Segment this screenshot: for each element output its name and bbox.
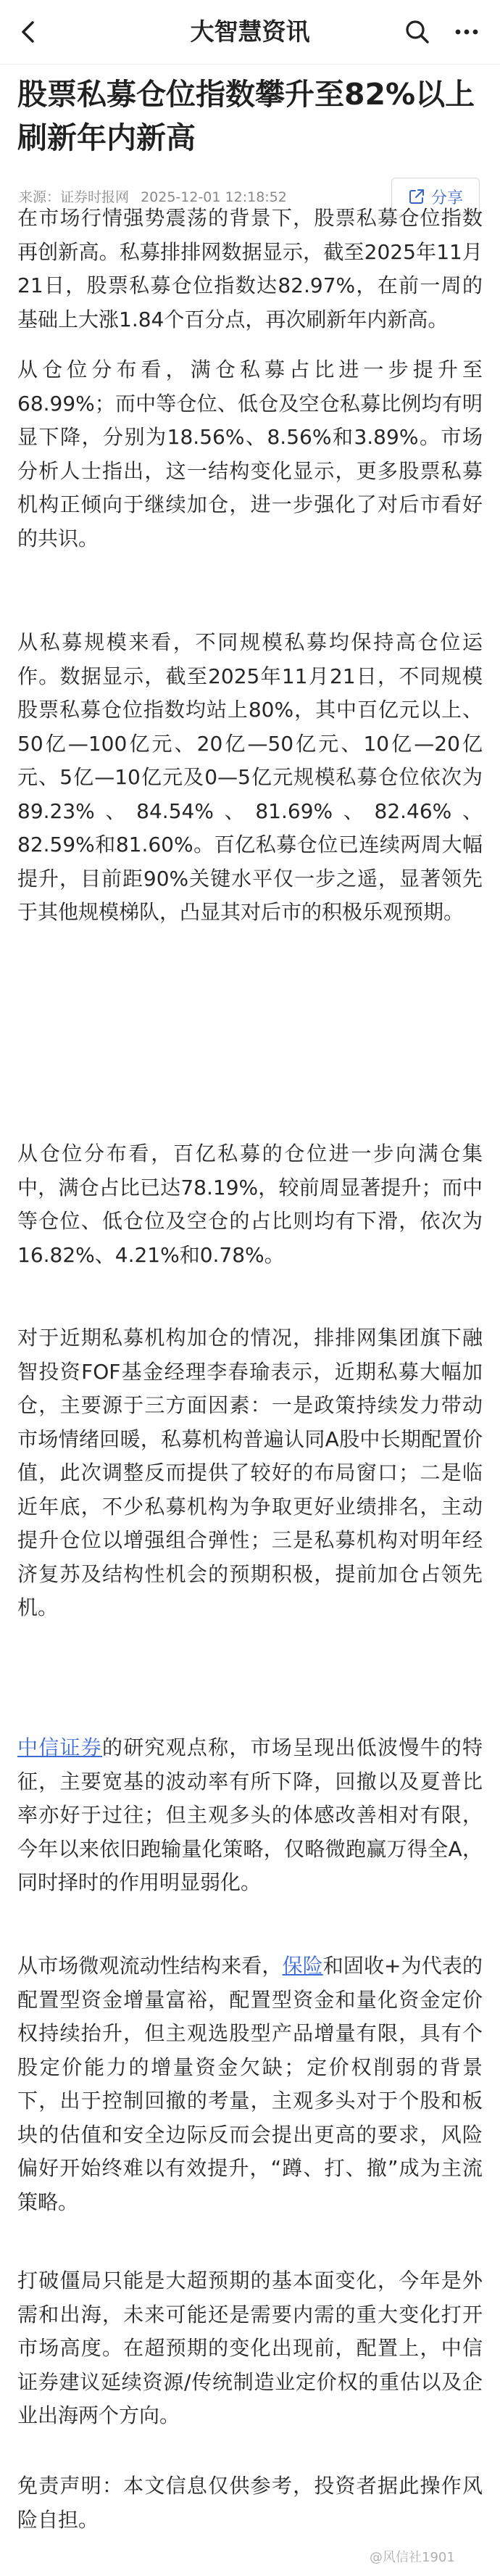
article-paragraph-7 [17,1949,483,2219]
article-datetime: 2025-12-01 12:18:52 [141,189,287,205]
article-paragraph-6 [17,1731,483,1900]
paragraph-6-text: 的研究观点称，市场呈现出低波慢牛的特征，主要宽基的波动率有所下降，回撤以及夏普比率亦好于过往；但主观多头的体感改善相对有限，今年以来依旧跑输量化策略，仅略微跑赢万得全A，同时择时的作用明显弱化。 [17,1735,483,1894]
more-dots-icon[interactable] [452,17,481,46]
paragraph-7-text: 和固收+为代表的配置型资金增量富裕，配置型资金和量化资金定价权持续抬升，但主观选股型产品增量有限，具有个股定价能力的增量资金欠缺；定价权削弱的背景下，出于控制回撤的考量，主观多头对于个股和板块的估值和安全边际反而会提出更高的要求，风险偏好开始终难以有效提升，“蹲、打、撤”成为主流策略。 [17,1954,483,2214]
article-paragraph-8: 打破僵局只能是大超预期的基本面变化，今年是外需和出海，未来可能还是需要内需的重大变化打开市场高度。在超预期的变化出现前，配置上，中信证券建议延续资源/传统制造业定价权的重估以及企业出海两个方向。 [17,2269,483,2427]
article-paragraph-3: 从私募规模来看，不同规模私募均保持高仓位运作。数据显示，截至2025年11月21日，不同规模股票私募仓位指数均站上80%，其中百亿元以上、50亿—100亿元、20亿—50亿元、10亿—20亿元、5亿—10亿元及0—5亿元规模私募仓位依次为89.23%、84.54%、81.69%、82.46%、82.59%和81.60%。百亿私募仓位已连续两周大幅提升，目前距90%关键水平仅一步之遥，显著领先于其他规模梯队，凸显其对后市的积极乐观预期。 [17,630,483,924]
disclaimer: 免责声明：本文信息仅供参考，投资者据此操作风险自担。 [17,2474,483,2532]
article-paragraph-1: 在市场行情强势震荡的背景下，股票私募仓位指数再创新高。私募排排网数据显示，截至2025年11月21日，股票私募仓位指数达82.97%，在前一周的基础上大涨1.84个百分点，再次刷新年内新高。 [17,206,483,331]
article-paragraph-4: 从仓位分布看，百亿私募的仓位进一步向满仓集中，满仓占比已达78.19%，较前周显著提升；而中等仓位、低仓位及空仓的占比则均有下滑，依次为16.82%、4.21%和0.78%。 [17,1142,483,1267]
article-paragraph-2: 从仓位分布看，满仓私募占比进一步提升至68.99%；而中等仓位、低仓及空仓私募比例均有明显下降，分别为18.56%、8.56%和3.89%。市场分析人士指出，这一结构变化显示，更多股票私募机构正倾向于继续加仓，进一步强化了对后市看好的共识。 [17,358,483,550]
paragraph-7-lead: 从市场微观流动性结构来看， [17,1954,283,1978]
app-title: 大智慧资讯 [190,17,310,46]
topic-link-insurance[interactable]: 保险 [282,1954,323,1978]
top-navigation-bar [0,0,500,65]
article-paragraph-5: 对于近期私募机构加仓的情况，排排网集团旗下融智投资FOF基金经理李春瑜表示，近期私募大幅加仓，主要源于三方面因素：一是政策持续发力带动市场情绪回暖，私募机构普遍认同A股中长期配置价值，此次调整反而提供了较好的布局窗口；二是临近年底，不少私募机构为争取更好业绩排名，主动提升仓位以增强组合弹性；三是私募机构对明年经济复苏及结构性机会的预期积极，提前加仓占领先机。 [17,1326,483,1619]
article-source: 来源：证券时报网 [19,189,130,205]
share-label: 分享 [430,189,463,207]
watermark-text: @风信社1901 [370,2550,455,2565]
watermark [370,2547,455,2566]
stock-link-citic[interactable]: 中信证券 [17,1735,102,1759]
article-headline: 股票私募仓位指数攀升至82%以上刷新年内新高 [17,77,475,155]
search-icon[interactable] [403,17,432,46]
